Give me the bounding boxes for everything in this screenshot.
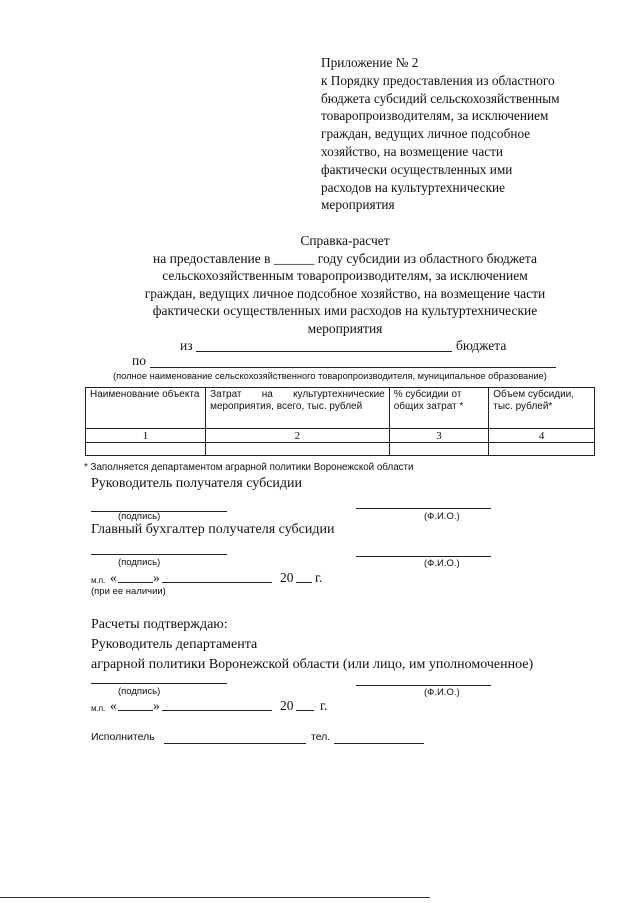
date-quote-close: »: [153, 570, 160, 585]
signature-label: (подпись): [118, 511, 161, 522]
date-day-line[interactable]: [118, 710, 153, 711]
stamp-place-label: м.п.: [91, 576, 106, 585]
table-header-row: [86, 388, 595, 429]
year-suffix: г.: [320, 698, 328, 713]
table-number-row: [86, 429, 595, 443]
recipient-hint: (полное наименование сельскохозяйственного товаропроизводителя, муниципальное образование): [113, 371, 547, 381]
date-quote-close: »: [153, 698, 160, 713]
column-number: 1: [86, 429, 206, 443]
stamp-place-label: м.п.: [91, 704, 106, 713]
fio-label: (Ф.И.О.): [424, 687, 460, 698]
budget-prefix: из: [180, 338, 193, 353]
appendix-line: товаропроизводителям, за исключением: [321, 108, 549, 124]
recipient-prefix: по: [132, 353, 146, 368]
document-title: Справка-расчет: [300, 233, 390, 248]
column-number: 2: [206, 429, 390, 443]
appendix-line: граждан, ведущих личное подсобное: [321, 126, 531, 142]
year-prefix: 20: [280, 570, 294, 585]
table-cell[interactable]: [86, 443, 206, 456]
executor-label: Исполнитель: [91, 731, 155, 743]
date-quote-open: «: [110, 570, 117, 585]
executor-line[interactable]: [164, 743, 306, 744]
appendix-block: [321, 54, 560, 214]
appendix-line: мероприятия: [321, 197, 395, 213]
document-subtitle: [40, 250, 640, 337]
date-year-line[interactable]: [296, 582, 312, 583]
column-number: 4: [489, 429, 595, 443]
signature-label: (подпись): [118, 686, 161, 697]
signature-line[interactable]: [91, 554, 227, 555]
table-cell[interactable]: [206, 443, 390, 456]
confirm-line: Руководитель департамента: [91, 637, 258, 652]
signature-label: (подпись): [118, 557, 161, 568]
phone-line[interactable]: [334, 743, 424, 744]
header-costs: Затрат на культуртехнические мероприятия, всего, тыс. рублей: [206, 388, 390, 429]
table-cell[interactable]: [389, 443, 489, 456]
date-day-line[interactable]: [118, 582, 153, 583]
budget-fill-line[interactable]: [196, 351, 452, 352]
subsidy-table: [85, 387, 595, 456]
fio-line[interactable]: [356, 685, 491, 686]
header-subsidy-percent: % субсидии от общих затрат *: [389, 388, 489, 429]
subtitle-line: мероприятия: [307, 320, 383, 336]
subtitle-line: сельскохозяйственным товаропроизводителям, за исключением: [162, 268, 528, 284]
fio-label: (Ф.И.О.): [424, 558, 460, 569]
year-prefix: 20: [280, 698, 294, 713]
recipient-fill-line[interactable]: [150, 367, 556, 368]
subtitle-line: граждан, ведущих личное подсобное хозяйство, на возмещение части: [144, 285, 546, 301]
appendix-line: к Порядку предоставления из областного: [321, 72, 555, 88]
chief-accountant-label: Главный бухгалтер получателя субсидии: [91, 522, 335, 537]
table-row: [86, 443, 595, 456]
budget-suffix: бюджета: [456, 338, 507, 353]
if-present-note: (при ее наличии): [91, 586, 166, 597]
fio-line[interactable]: [356, 508, 491, 509]
phone-label: тел.: [311, 731, 331, 743]
confirm-line: аграрной политики Воронежской области (или лицо, им уполномоченное): [91, 657, 534, 672]
head-recipient-label: Руководитель получателя субсидии: [91, 476, 303, 491]
appendix-line: фактически осуществленных ими: [321, 161, 513, 177]
header-object-name: Наименование объекта: [86, 388, 206, 429]
signature-line[interactable]: [91, 683, 227, 684]
subtitle-line: фактически осуществленных ими расходов на культуртехнические: [152, 303, 538, 319]
appendix-line: бюджета субсидий сельскохозяйственным: [321, 90, 560, 106]
confirm-line: Расчеты подтверждаю:: [91, 617, 228, 632]
page-bottom-rule: [0, 897, 430, 898]
appendix-line: Приложение № 2: [321, 55, 419, 70]
date-quote-open: «: [110, 698, 117, 713]
year-suffix: г.: [315, 570, 323, 585]
column-number: 3: [389, 429, 489, 443]
date-month-line[interactable]: [162, 582, 272, 583]
date-year-line[interactable]: [296, 710, 314, 711]
confirm-block: [91, 615, 533, 675]
date-month-line[interactable]: [162, 710, 272, 711]
header-subsidy-amount: Объем субсидии, тыс. рублей*: [489, 388, 595, 429]
fio-line[interactable]: [356, 556, 491, 557]
appendix-line: расходов на культуртехнические: [321, 179, 506, 195]
subtitle-line: на предоставление в ______ году субсидии из областного бюджета: [153, 251, 537, 266]
fio-label: (Ф.И.О.): [424, 511, 460, 522]
footnote: * Заполняется департаментом аграрной политики Воронежской области: [84, 462, 414, 473]
appendix-line: хозяйство, на возмещение части: [321, 143, 504, 159]
table-cell[interactable]: [489, 443, 595, 456]
